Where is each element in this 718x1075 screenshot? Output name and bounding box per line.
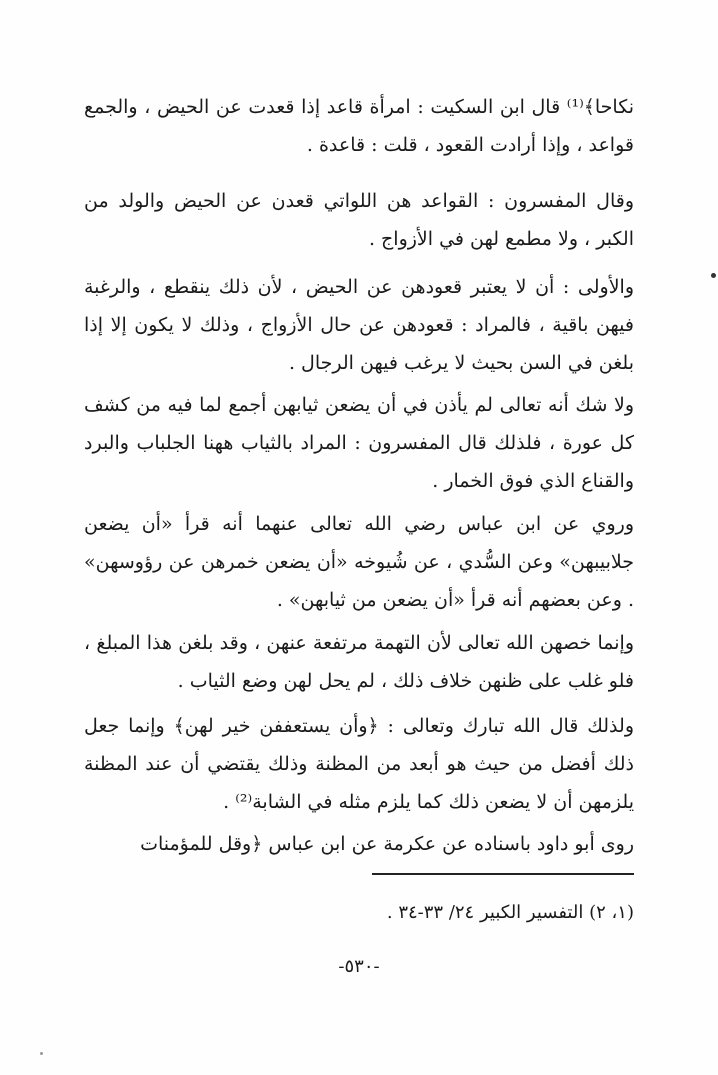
paragraph-3: والأولى : أن لا يعتبر قعودهن عن الحيض ، لأن ذلك ينقطع ، والرغبة فيهن باقية ، فالمراد : قعودهن عن حال الأزواج ، وذلك لا يكون إلا إذا بلغن في السن بحيث لا يرغب فيهن الرجال . [84, 276, 634, 374]
paragraph-2: وقال المفسرون : القواعد هن اللواتي قعدن عن الحيض والولد من الكبر ، ولا مطمع لهن في الأزواج . [84, 190, 634, 250]
page-number: -٥٣٠- [338, 956, 380, 977]
paragraph-1: نكاحا﴾⁽¹⁾ قال ابن السكيت : امرأة قاعد إذا قعدت عن الحيض ، والجمع قواعد ، وإذا أرادت القعود ، قلت : قاعدة . [84, 96, 634, 156]
footnote-divider [372, 873, 634, 875]
paragraph-8: روى أبو داود باسناده عن عكرمة عن ابن عباس ﴿وقل للمؤمنات [140, 833, 634, 855]
paragraph-5: وروي عن ابن عباس رضي الله تعالى عنهما أنه قرأ «أن يضعن جلابيبهن» وعن السُّدي ، عن شُيوخه «أن يضعن خمرهن عن رؤوسهن» . وعن بعضهم أنه قرأ «أن يضعن من ثيابهن» . [84, 513, 634, 611]
corner-speck [40, 1052, 43, 1055]
paragraph-4: ولا شك أنه تعالى لم يأذن في أن يضعن ثيابهن أجمع لما فيه من كشف كل عورة ، فلذلك قال المفسرون : المراد بالثياب ههنا الجلباب والبرد والقناع الذي فوق الخمار . [84, 394, 634, 492]
edge-mark [711, 273, 716, 278]
footnote: (١، ٢) التفسير الكبير ٢٤/ ٣٣-٣٤ . [386, 902, 634, 923]
paragraph-7: ولذلك قال الله تبارك وتعالى : ﴿وأن يستعففن خير لهن﴾ وإنما جعل ذلك أفضل من حيث هو أبعد من المظنة وذلك يقتضي أن عند المظنة يلزمهن أن لا يضعن ذلك كما يلزم مثله في الشابة⁽²⁾ . [84, 715, 634, 813]
paragraph-6: وإنما خصهن الله تعالى لأن التهمة مرتفعة عنهن ، وقد بلغن هذا المبلغ ، فلو غلب على ظنهن خلاف ذلك ، لم يحل لهن وضع الثياب . [84, 632, 634, 692]
